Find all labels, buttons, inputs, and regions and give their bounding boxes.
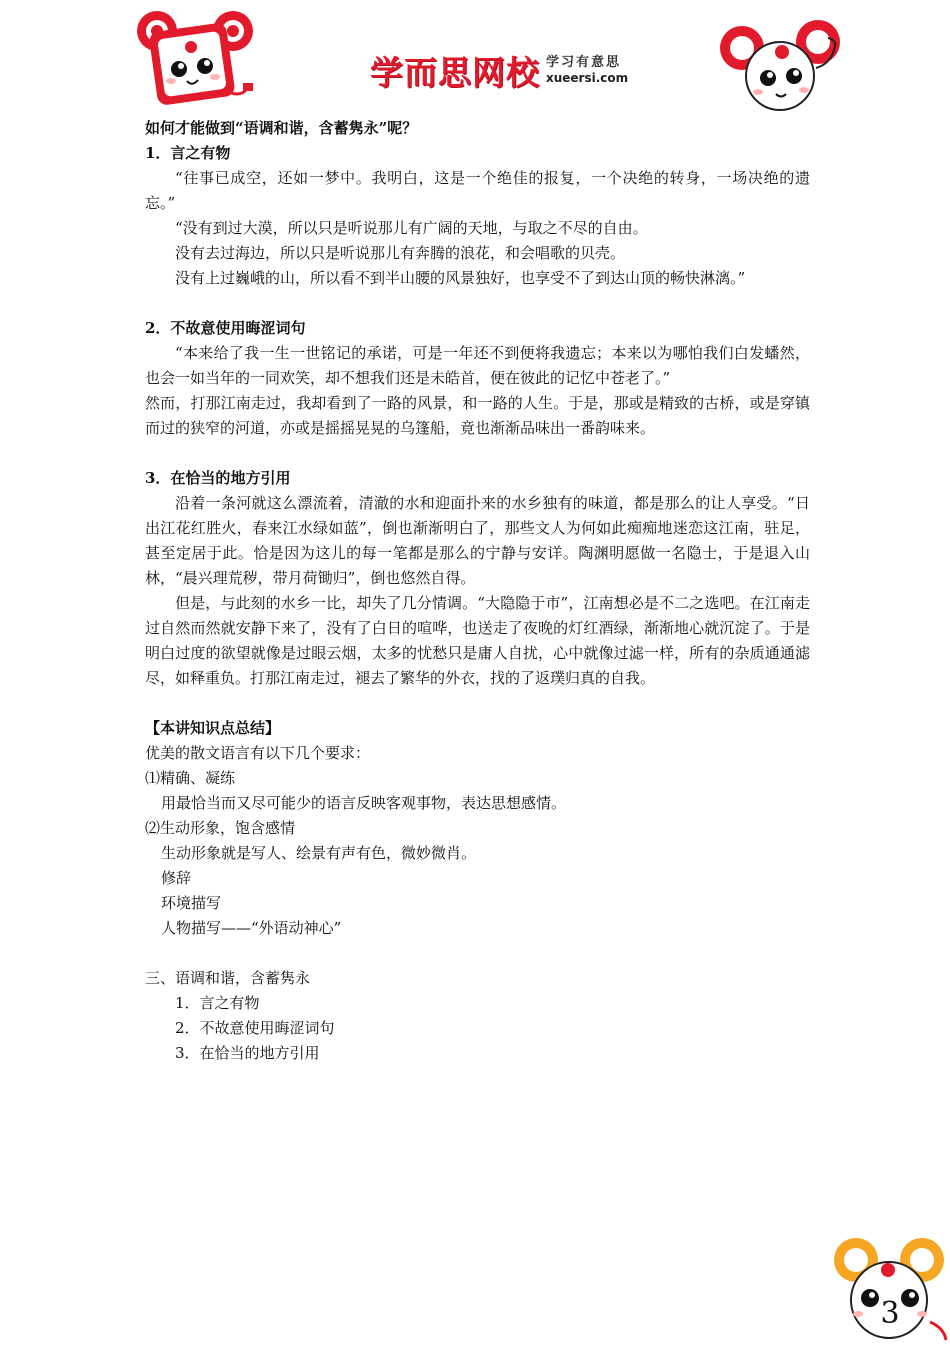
summary-item: ⑵生动形象，饱含感情 [145,819,296,837]
logo-url: xueersi.com [546,71,629,85]
section-3-paragraph: 沿着一条河就这么漂流着，清澈的水和迎面扑来的水乡独有的味道，都是那么的让人享受。“日出江花红胜火，春来江水绿如蓝”，倒也渐渐明白了，那些文人为何如此痴痴地迷恋这江南，驻足，甚至定居于此。恰是因为这儿的每一笔都是那么的宁静与安详。陶渊明愿做一名隐士，于是退入山林，“晨兴理荒秽，带月荷锄归”，倒也悠然自得。 [145,494,810,587]
section-1-paragraph: “往事已成空，还如一梦中。我明白，这是一个绝佳的报复，一个决绝的转身，一场决绝的遗忘。” [145,169,810,212]
summary-item-desc: 生动形象就是写人、绘景有声有色，微妙微肖。 [161,844,477,862]
section-1-heading: 1．言之有物 [145,144,231,162]
section-2-heading: 2．不故意使用晦涩词句 [145,319,306,337]
section-1-paragraph: 没有去过海边，所以只是听说那儿有奔腾的浪花，和会唱歌的贝壳。 [175,244,626,262]
section-2-paragraph: 然而，打那江南走过，我却看到了一路的风景，和一路的人生。于是，那或是精致的古桥，或是穿镇而过的狭窄的河道，亦或是摇摇晃晃的乌篷船，竟也渐渐品味出一番韵味来。 [145,394,810,437]
section-3-heading: 3．在恰当的地方引用 [145,469,291,487]
mascot-left-icon [135,3,260,111]
outline-item: 1．言之有物 [175,994,260,1012]
summary-intro: 优美的散文语言有以下几个要求： [145,744,371,762]
summary-heading: 【本讲知识点总结】 [145,719,281,737]
page-header [0,0,950,115]
outline-item: 2．不故意使用晦涩词句 [175,1019,335,1037]
section-3-paragraph: 但是，与此刻的水乡一比，却失了几分情调。“大隐隐于市”，江南想必是不二之选吧。在江南走过自然而然就安静下来了，没有了白日的喧哗，也送走了夜晚的灯红酒绿，渐渐地心就沉淀了。于是明白过度的欲望就像是过眼云烟，太多的忧愁只是庸人自扰，心中就像过滤一样，所有的杂质通通滤尽，如释重负。打那江南走过，褪去了繁华的外衣，找的了返璞归真的自我。 [145,594,810,687]
summary-subitem: 修辞 [161,869,192,887]
section-1-paragraph: 没有上过巍峨的山，所以看不到半山腰的风景独好，也享受不了到达山顶的畅快淋漓。” [175,269,746,287]
outline-title: 三、语调和谐，含蓄隽永 [145,969,311,987]
summary-subitem: 人物描写——“外语动神心” [161,919,342,937]
mascot-right-icon [718,10,848,115]
mascot-orange-icon [830,1226,950,1344]
document-body [145,116,810,1066]
section-1-paragraph: “没有到过大漠，所以只是听说那儿有广阔的天地，与取之不尽的自由。 [175,219,648,237]
outline-item: 3．在恰当的地方引用 [175,1044,320,1062]
brand-logo [370,50,628,90]
intro-question: 如何才能做到“语调和谐，含蓄隽永”呢？ [145,119,418,137]
logo-slogan: 学习有意思 [546,55,622,70]
summary-subitem: 环境描写 [161,894,222,912]
section-2-paragraph: “本来给了我一生一世铭记的承诺，可是一年还不到便将我遗忘；本来以为哪怕我们白发蟠然，也会一如当年的一同欢笑，却不想我们还是未皓首，便在彼此的记忆中苍老了。” [145,344,810,387]
page-number-badge [830,1226,950,1344]
summary-item-desc: 用最恰当而又尽可能少的语言反映客观事物，表达思想感情。 [161,794,567,812]
summary-item: ⑴精确、凝练 [145,769,236,787]
logo-title: 学而思网校 [370,52,540,92]
page-number: 3 [880,1296,900,1331]
